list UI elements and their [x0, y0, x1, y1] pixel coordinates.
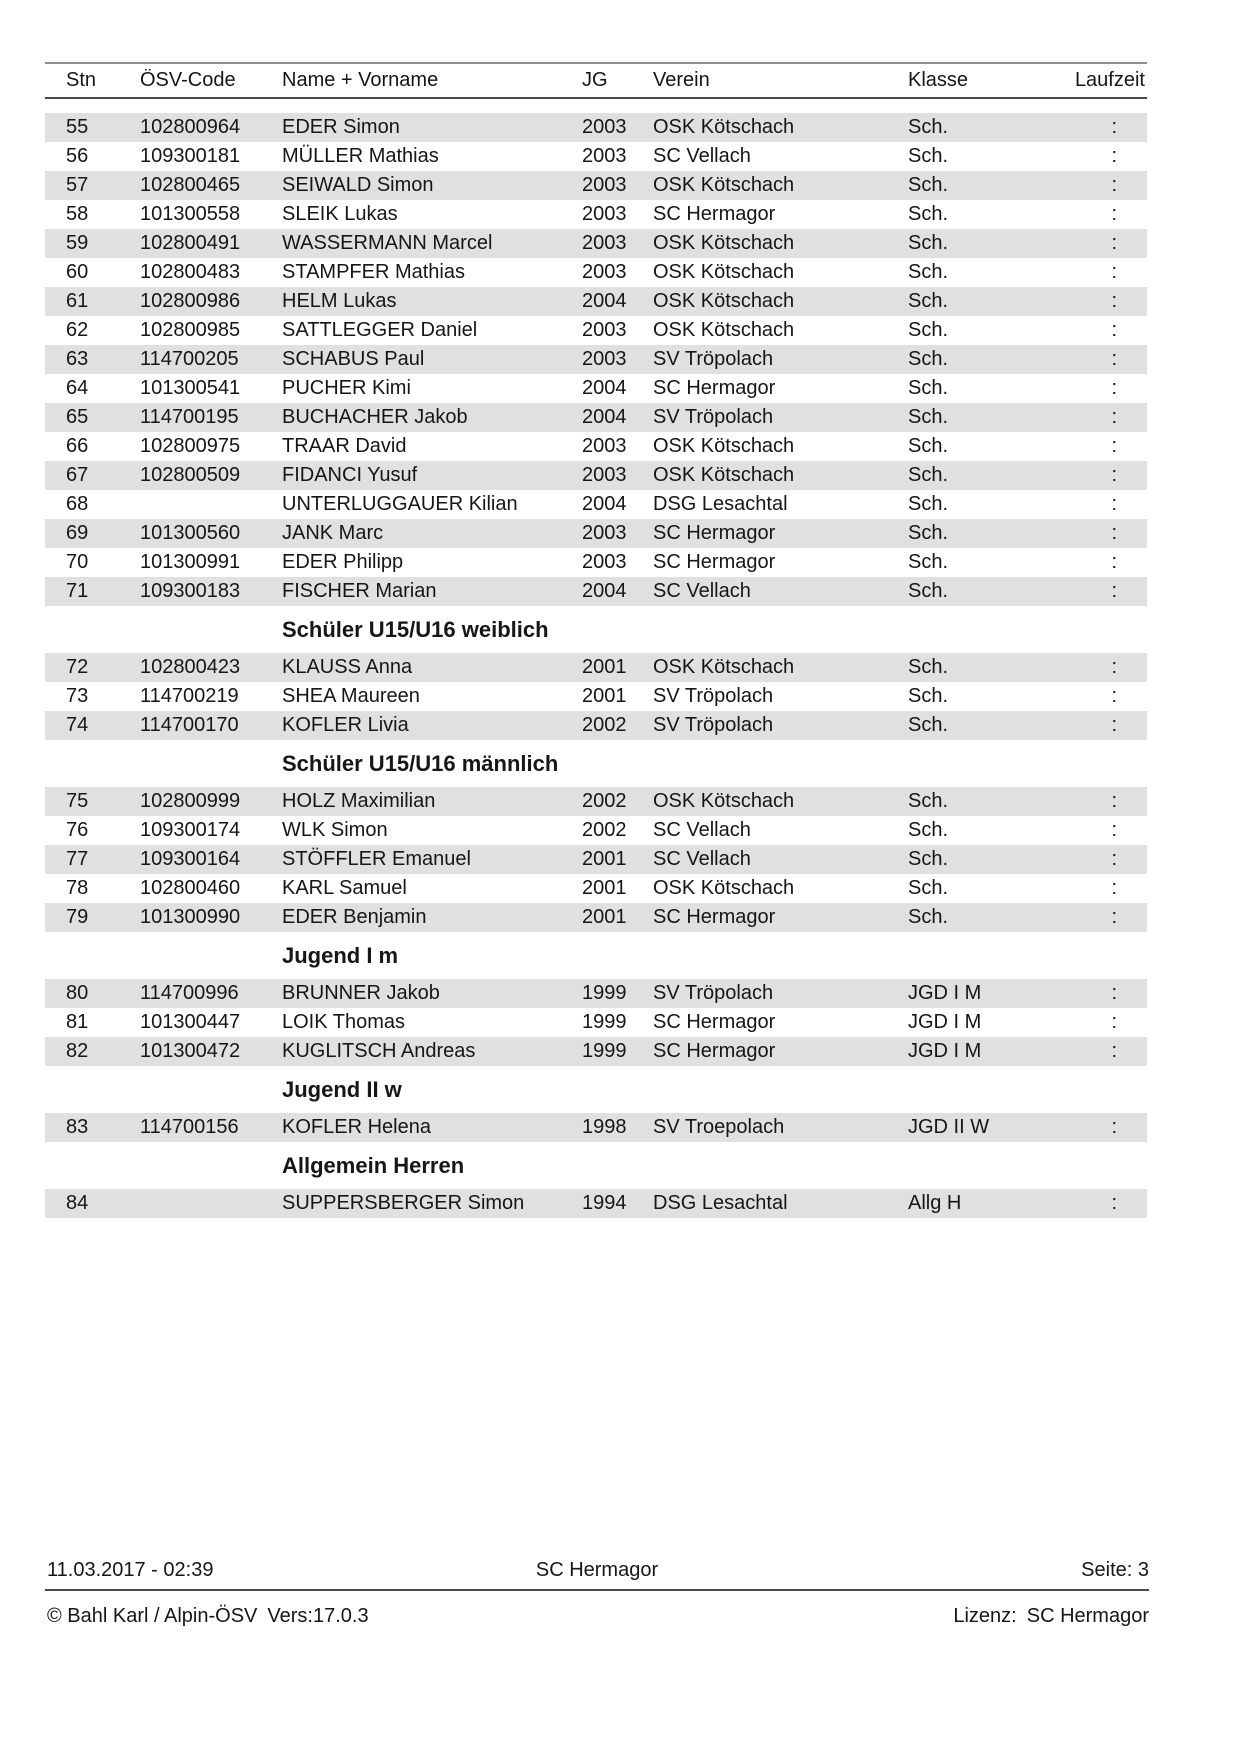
cell-klasse: JGD I M: [908, 1040, 982, 1062]
cell-laufzeit: :: [1111, 685, 1117, 707]
cell-stn: 65: [66, 406, 89, 428]
footer-rule: [45, 1589, 1149, 1591]
cell-klasse: Sch.: [908, 877, 949, 899]
cell-klasse: Sch.: [908, 848, 949, 870]
cell-stn: 67: [66, 464, 89, 486]
cell-verein: SC Vellach: [653, 819, 751, 841]
cell-jg: 2001: [582, 848, 627, 870]
cell-stn: 77: [66, 848, 89, 870]
cell-stn: 59: [66, 232, 89, 254]
cell-verein: SV Tröpolach: [653, 714, 774, 736]
cell-klasse: Sch.: [908, 685, 949, 707]
footer-license: Lizenz: SC Hermagor: [953, 1605, 1149, 1627]
cell-klasse: Sch.: [908, 319, 949, 341]
cell-jg: 2003: [582, 203, 627, 225]
table-row: [45, 142, 1147, 171]
cell-jg: 2003: [582, 435, 627, 457]
cell-klasse: Sch.: [908, 290, 949, 312]
cell-klasse: Sch.: [908, 580, 949, 602]
cell-klasse: Sch.: [908, 493, 949, 515]
cell-name: BRUNNER Jakob: [282, 982, 440, 1004]
cell-laufzeit: :: [1111, 464, 1117, 486]
table-row: [45, 711, 1147, 740]
table-row: [45, 1189, 1147, 1218]
column-header-klasse: Klasse: [908, 69, 969, 91]
table-row: [45, 374, 1147, 403]
cell-klasse: JGD I M: [908, 982, 982, 1004]
cell-oesv-code: 102800423: [140, 656, 241, 678]
cell-stn: 70: [66, 551, 89, 573]
column-header-verein: Verein: [653, 69, 710, 91]
cell-verein: OSK Kötschach: [653, 232, 795, 254]
cell-oesv-code: [140, 1189, 282, 1218]
table-row: [45, 519, 1147, 548]
cell-laufzeit: :: [1111, 406, 1117, 428]
cell-oesv-code: 101300447: [140, 1011, 241, 1033]
cell-laufzeit: :: [1111, 377, 1117, 399]
section-title: Jugend II w: [282, 1077, 402, 1102]
cell-klasse: Sch.: [908, 348, 949, 370]
table-row: [45, 874, 1147, 903]
column-header-laufzeit: Laufzeit: [1074, 69, 1145, 91]
cell-klasse: Sch.: [908, 116, 949, 138]
cell-name: TRAAR David: [282, 435, 407, 457]
cell-jg: 2004: [582, 493, 627, 515]
cell-klasse: Sch.: [908, 551, 949, 573]
cell-jg: 2004: [582, 580, 627, 602]
cell-name: UNTERLUGGAUER Kilian: [282, 493, 518, 515]
cell-verein: SV Tröpolach: [653, 685, 774, 707]
cell-oesv-code: 101300990: [140, 906, 241, 928]
cell-jg: 2004: [582, 406, 627, 428]
cell-jg: 2003: [582, 319, 627, 341]
cell-verein: OSK Kötschach: [653, 290, 795, 312]
cell-oesv-code: 102800509: [140, 464, 241, 486]
cell-klasse: Sch.: [908, 145, 949, 167]
table-row: [45, 979, 1147, 1008]
cell-stn: 69: [66, 522, 89, 544]
cell-jg: 1994: [582, 1192, 627, 1214]
cell-stn: 56: [66, 145, 89, 167]
cell-verein: SV Tröpolach: [653, 982, 774, 1004]
cell-verein: OSK Kötschach: [653, 464, 795, 486]
cell-jg: 2002: [582, 714, 627, 736]
table-body: [45, 113, 1147, 1218]
cell-name: LOIK Thomas: [282, 1011, 406, 1033]
table-row: [45, 548, 1147, 577]
table-header-rule: [45, 97, 1147, 99]
section-title: Schüler U15/U16 weiblich: [282, 617, 549, 642]
cell-klasse: Sch.: [908, 906, 949, 928]
cell-oesv-code: 109300183: [140, 580, 241, 602]
cell-verein: SC Hermagor: [653, 906, 776, 928]
section-title: Jugend I m: [282, 943, 399, 968]
cell-stn: 80: [66, 982, 89, 1004]
cell-verein: OSK Kötschach: [653, 435, 795, 457]
cell-name: WASSERMANN Marcel: [282, 232, 493, 254]
cell-klasse: Allg H: [908, 1192, 962, 1214]
cell-jg: 1999: [582, 1040, 627, 1062]
cell-stn: 62: [66, 319, 89, 341]
table-row: [45, 258, 1147, 287]
cell-stn: 72: [66, 656, 89, 678]
cell-name: SCHABUS Paul: [282, 348, 425, 370]
cell-klasse: Sch.: [908, 714, 949, 736]
cell-stn: 84: [66, 1192, 89, 1214]
cell-verein: SC Hermagor: [653, 203, 776, 225]
cell-verein: SC Vellach: [653, 848, 751, 870]
cell-oesv-code: 102800465: [140, 174, 241, 196]
cell-jg: 1998: [582, 1116, 627, 1138]
cell-stn: 68: [66, 493, 89, 515]
table-row: [45, 653, 1147, 682]
cell-jg: 2003: [582, 551, 627, 573]
cell-laufzeit: :: [1111, 580, 1117, 602]
cell-jg: 2002: [582, 819, 627, 841]
cell-laufzeit: :: [1111, 493, 1117, 515]
cell-jg: 2003: [582, 232, 627, 254]
cell-verein: SC Hermagor: [653, 1040, 776, 1062]
cell-oesv-code: 101300472: [140, 1040, 241, 1062]
cell-name: EDER Philipp: [282, 551, 404, 573]
cell-jg: 2001: [582, 906, 627, 928]
cell-laufzeit: :: [1111, 1192, 1117, 1214]
table-row: [45, 113, 1147, 142]
cell-laufzeit: :: [1111, 290, 1117, 312]
table-row: [45, 229, 1147, 258]
cell-laufzeit: :: [1111, 877, 1117, 899]
column-header-jg: JG: [582, 69, 608, 91]
cell-jg: 2001: [582, 877, 627, 899]
cell-name: MÜLLER Mathias: [282, 145, 439, 167]
cell-laufzeit: :: [1111, 116, 1117, 138]
section-title: Schüler U15/U16 männlich: [282, 751, 559, 776]
cell-name: PUCHER Kimi: [282, 377, 411, 399]
cell-stn: 66: [66, 435, 89, 457]
startlist-table: [45, 62, 1147, 1218]
cell-jg: 1999: [582, 1011, 627, 1033]
table-row: [45, 432, 1147, 461]
table-row: [45, 287, 1147, 316]
cell-stn: 58: [66, 203, 89, 225]
cell-laufzeit: :: [1111, 261, 1117, 283]
cell-klasse: JGD I M: [908, 1011, 982, 1033]
cell-name: FIDANCI Yusuf: [282, 464, 418, 486]
cell-oesv-code: 109300181: [140, 145, 241, 167]
cell-laufzeit: :: [1111, 790, 1117, 812]
cell-klasse: Sch.: [908, 464, 949, 486]
cell-stn: 79: [66, 906, 89, 928]
cell-laufzeit: :: [1111, 656, 1117, 678]
cell-verein: SV Troepolach: [653, 1116, 785, 1138]
cell-stn: 63: [66, 348, 89, 370]
cell-klasse: Sch.: [908, 174, 949, 196]
cell-laufzeit: :: [1111, 232, 1117, 254]
cell-laufzeit: :: [1111, 348, 1117, 370]
table-row: [45, 200, 1147, 229]
cell-name: SEIWALD Simon: [282, 174, 434, 196]
cell-jg: 2003: [582, 261, 627, 283]
cell-oesv-code: 102800483: [140, 261, 241, 283]
cell-oesv-code: 102800460: [140, 877, 241, 899]
cell-verein: OSK Kötschach: [653, 877, 795, 899]
cell-jg: 2004: [582, 290, 627, 312]
cell-oesv-code: 114700219: [140, 685, 239, 707]
cell-jg: 2003: [582, 522, 627, 544]
cell-verein: OSK Kötschach: [653, 656, 795, 678]
cell-oesv-code: 101300541: [140, 377, 241, 399]
table-row: [45, 845, 1147, 874]
cell-stn: 76: [66, 819, 89, 841]
cell-laufzeit: :: [1111, 1011, 1117, 1033]
cell-verein: SC Hermagor: [653, 522, 776, 544]
cell-stn: 74: [66, 714, 89, 736]
cell-verein: SC Vellach: [653, 580, 751, 602]
column-header-oesv-code: ÖSV-Code: [140, 69, 236, 91]
cell-oesv-code: 102800491: [140, 232, 241, 254]
cell-klasse: Sch.: [908, 203, 949, 225]
table-row: [45, 490, 1147, 519]
cell-oesv-code: [140, 490, 282, 519]
cell-oesv-code: 102800985: [140, 319, 241, 341]
cell-name: KOFLER Helena: [282, 1116, 431, 1138]
cell-laufzeit: :: [1111, 848, 1117, 870]
cell-klasse: JGD II W: [908, 1116, 990, 1138]
table-row: [45, 816, 1147, 845]
cell-klasse: Sch.: [908, 790, 949, 812]
cell-oesv-code: 114700195: [140, 406, 239, 428]
cell-verein: DSG Lesachtal: [653, 1192, 788, 1214]
cell-name: KOFLER Livia: [282, 714, 409, 736]
cell-stn: 82: [66, 1040, 89, 1062]
cell-oesv-code: 109300164: [140, 848, 241, 870]
table-row: [45, 577, 1147, 606]
cell-oesv-code: 101300991: [140, 551, 241, 573]
cell-name: STÖFFLER Emanuel: [282, 848, 471, 870]
table-row: [45, 403, 1147, 432]
cell-laufzeit: :: [1111, 435, 1117, 457]
cell-name: KUGLITSCH Andreas: [282, 1040, 476, 1062]
cell-stn: 75: [66, 790, 89, 812]
cell-laufzeit: :: [1111, 203, 1117, 225]
cell-klasse: Sch.: [908, 406, 949, 428]
cell-jg: 2003: [582, 348, 627, 370]
cell-oesv-code: 114700170: [140, 714, 239, 736]
cell-name: SLEIK Lukas: [282, 203, 398, 225]
cell-verein: OSK Kötschach: [653, 790, 795, 812]
cell-jg: 2004: [582, 377, 627, 399]
cell-name: EDER Benjamin: [282, 906, 427, 928]
cell-name: SUPPERSBERGER Simon: [282, 1192, 525, 1214]
cell-klasse: Sch.: [908, 819, 949, 841]
cell-laufzeit: :: [1111, 551, 1117, 573]
table-row: [45, 171, 1147, 200]
cell-oesv-code: 101300560: [140, 522, 241, 544]
cell-oesv-code: 109300174: [140, 819, 241, 841]
cell-name: SATTLEGGER Daniel: [282, 319, 478, 341]
cell-stn: 64: [66, 377, 89, 399]
cell-klasse: Sch.: [908, 232, 949, 254]
cell-jg: 1999: [582, 982, 627, 1004]
cell-name: WLK Simon: [282, 819, 388, 841]
cell-laufzeit: :: [1111, 1040, 1117, 1062]
cell-verein: OSK Kötschach: [653, 116, 795, 138]
cell-name: HELM Lukas: [282, 290, 397, 312]
cell-laufzeit: :: [1111, 319, 1117, 341]
cell-jg: 2003: [582, 464, 627, 486]
cell-verein: OSK Kötschach: [653, 261, 795, 283]
cell-oesv-code: 114700996: [140, 982, 239, 1004]
cell-jg: 2003: [582, 174, 627, 196]
table-row: [45, 345, 1147, 374]
cell-laufzeit: :: [1111, 819, 1117, 841]
cell-name: SHEA Maureen: [282, 685, 420, 707]
cell-jg: 2001: [582, 685, 627, 707]
table-row: [45, 1008, 1147, 1037]
cell-verein: SV Tröpolach: [653, 406, 774, 428]
table-row: [45, 461, 1147, 490]
cell-laufzeit: :: [1111, 1116, 1117, 1138]
cell-laufzeit: :: [1111, 906, 1117, 928]
cell-stn: 71: [66, 580, 89, 602]
cell-klasse: Sch.: [908, 435, 949, 457]
cell-laufzeit: :: [1111, 174, 1117, 196]
cell-laufzeit: :: [1111, 714, 1117, 736]
cell-name: EDER Simon: [282, 116, 400, 138]
cell-jg: 2001: [582, 656, 627, 678]
cell-oesv-code: 114700156: [140, 1116, 239, 1138]
cell-oesv-code: 114700205: [140, 348, 239, 370]
table-row: [45, 1037, 1147, 1066]
cell-oesv-code: 101300558: [140, 203, 241, 225]
cell-verein: SV Tröpolach: [653, 348, 774, 370]
cell-name: STAMPFER Mathias: [282, 261, 465, 283]
table-header: [45, 64, 1147, 97]
cell-oesv-code: 102800986: [140, 290, 241, 312]
cell-laufzeit: :: [1111, 522, 1117, 544]
cell-name: BUCHACHER Jakob: [282, 406, 468, 428]
cell-stn: 55: [66, 116, 89, 138]
cell-klasse: Sch.: [908, 522, 949, 544]
table-row: [45, 682, 1147, 711]
cell-stn: 61: [66, 290, 89, 312]
cell-jg: 2003: [582, 145, 627, 167]
column-header-name: Name + Vorname: [282, 69, 439, 91]
footer-page-number: Seite: 3: [1081, 1559, 1149, 1581]
footer-club: SC Hermagor: [535, 1559, 659, 1581]
cell-name: KLAUSS Anna: [282, 656, 413, 678]
cell-klasse: Sch.: [908, 261, 949, 283]
cell-jg: 2003: [582, 116, 627, 138]
cell-stn: 83: [66, 1116, 89, 1138]
cell-stn: 73: [66, 685, 89, 707]
cell-verein: OSK Kötschach: [653, 174, 795, 196]
cell-klasse: Sch.: [908, 377, 949, 399]
cell-laufzeit: :: [1111, 982, 1117, 1004]
table-row: [45, 316, 1147, 345]
cell-stn: 78: [66, 877, 89, 899]
cell-oesv-code: 102800964: [140, 116, 241, 138]
column-header-stn: Stn: [66, 69, 97, 91]
cell-verein: SC Vellach: [653, 145, 751, 167]
table-row: [45, 903, 1147, 932]
cell-verein: DSG Lesachtal: [653, 493, 788, 515]
cell-name: KARL Samuel: [282, 877, 407, 899]
footer-copyright: © Bahl Karl / Alpin-ÖSV Vers:17.0.3: [47, 1605, 369, 1627]
cell-laufzeit: :: [1111, 145, 1117, 167]
cell-verein: OSK Kötschach: [653, 319, 795, 341]
table-row: [45, 1113, 1147, 1142]
cell-stn: 60: [66, 261, 89, 283]
cell-klasse: Sch.: [908, 656, 949, 678]
cell-oesv-code: 102800999: [140, 790, 241, 812]
cell-stn: 57: [66, 174, 89, 196]
cell-name: FISCHER Marian: [282, 580, 437, 602]
cell-verein: SC Hermagor: [653, 377, 776, 399]
cell-verein: SC Hermagor: [653, 551, 776, 573]
cell-stn: 81: [66, 1011, 89, 1033]
cell-name: HOLZ Maximilian: [282, 790, 436, 812]
cell-name: JANK Marc: [282, 522, 384, 544]
cell-verein: SC Hermagor: [653, 1011, 776, 1033]
table-row: [45, 787, 1147, 816]
cell-jg: 2002: [582, 790, 627, 812]
cell-oesv-code: 102800975: [140, 435, 241, 457]
footer-datetime: 11.03.2017 - 02:39: [47, 1559, 214, 1581]
section-title: Allgemein Herren: [282, 1153, 465, 1178]
